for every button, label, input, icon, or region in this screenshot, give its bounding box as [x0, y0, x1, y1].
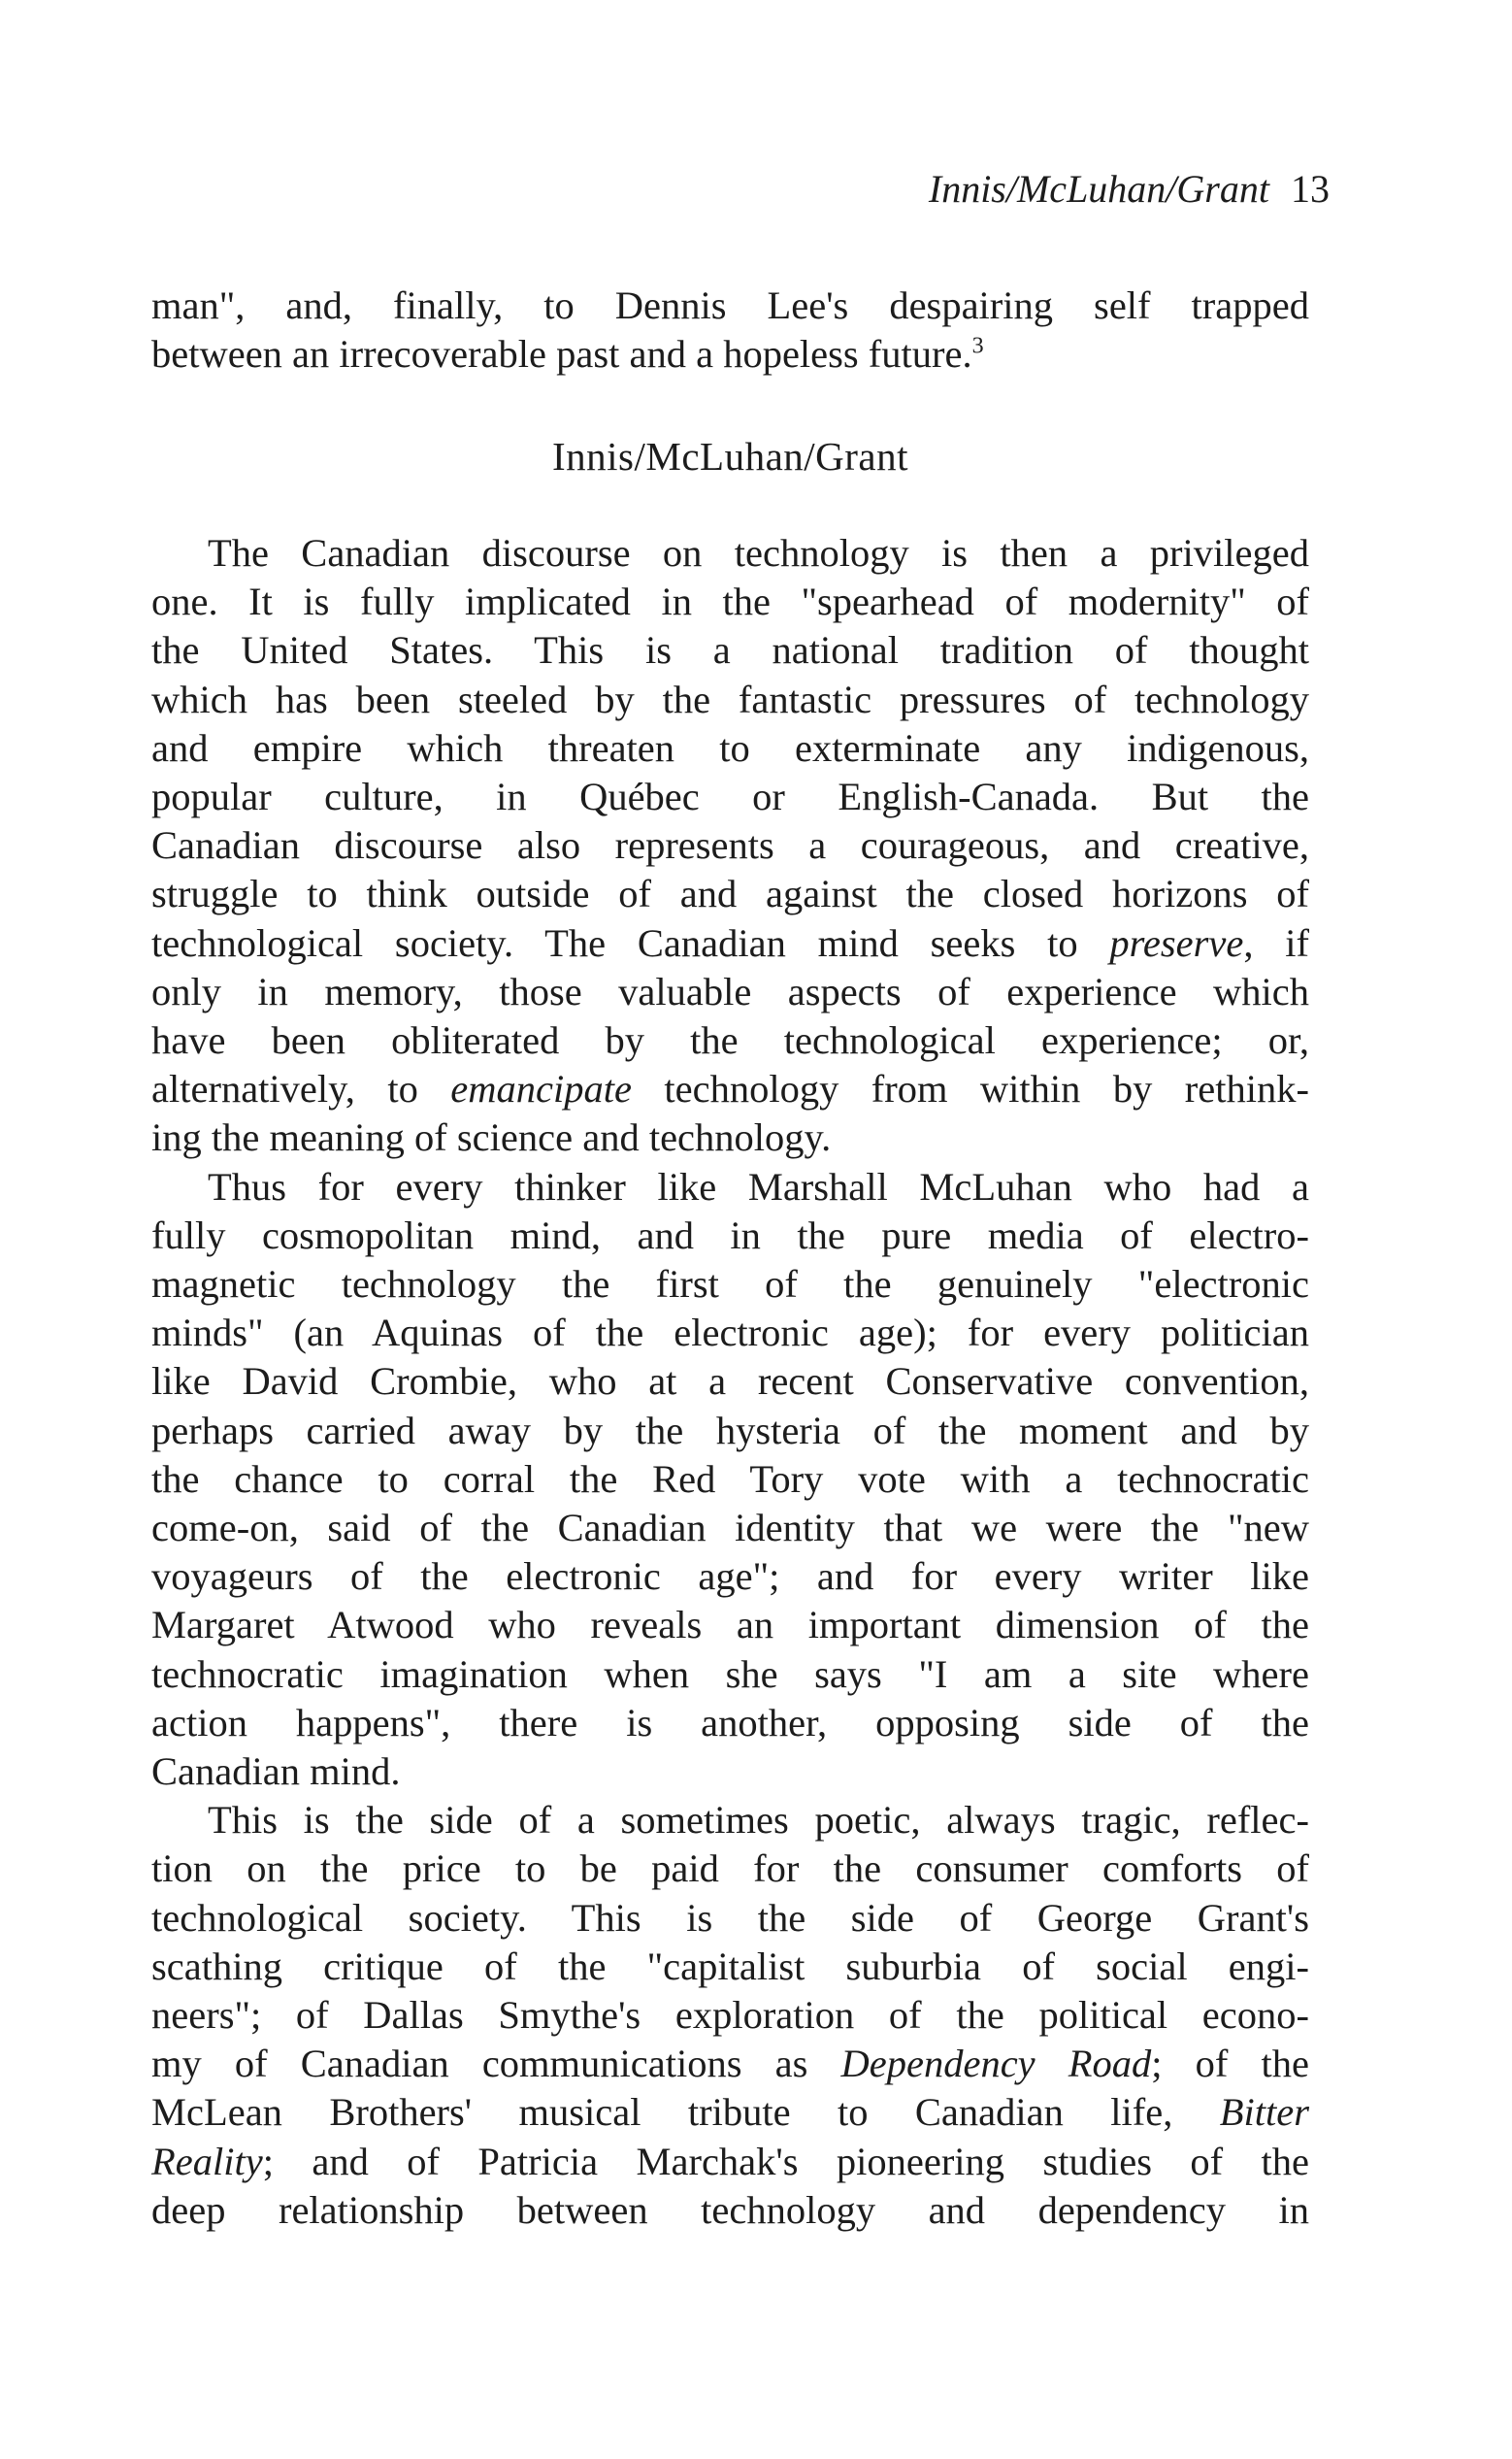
- paragraph-2: [151, 1163, 1309, 1797]
- text-line: Canadian discourse also represents a courageous, and creative,: [151, 823, 1309, 868]
- text-run: alternatively, to: [151, 1067, 451, 1112]
- footnote-marker: 3: [971, 333, 984, 359]
- text-line: Margaret Atwood who reveals an important dimension of the: [151, 1603, 1309, 1647]
- text-line: the United States. This is a national tradition of thought: [151, 628, 1309, 673]
- text-line: fully cosmopolitan mind, and in the pure media of electro-: [151, 1213, 1309, 1257]
- text-line: [151, 1065, 1309, 1113]
- paragraph-3: [151, 1796, 1309, 2235]
- text-line: action happens", there is another, opposing side of the: [151, 1700, 1309, 1745]
- page-number: 13: [1291, 167, 1330, 211]
- album-title: Reality: [151, 2139, 263, 2183]
- album-title: Bitter: [1219, 2090, 1309, 2135]
- text-line: one. It is fully implicated in the "spearhead of modernity" of: [151, 580, 1309, 624]
- text-line: minds" (an Aquinas of the electronic age); for every politician: [151, 1311, 1309, 1355]
- text-run: technological society. The Canadian mind seeks to: [151, 920, 1110, 965]
- text-run: ; of the: [1151, 2042, 1309, 2086]
- text-run: my of Canadian communications as: [151, 2042, 841, 2086]
- text-line: neers"; of Dallas Smythe's exploration of the political econo-: [151, 1993, 1309, 2037]
- text-line: which has been steeled by the fantastic pressures of technology: [151, 677, 1309, 721]
- text-run: ; and of Patricia Marchak's pioneering studies of the: [262, 2139, 1309, 2183]
- text-line: deep relationship between technology and dependency in: [151, 2187, 1309, 2232]
- text-line: ing the meaning of science and technology.: [151, 1115, 832, 1160]
- paragraph-1: [151, 529, 1309, 1163]
- text-line: Canadian mind.: [151, 1749, 401, 1794]
- section-heading: Innis/McLuhan/Grant: [551, 434, 909, 479]
- text-line: tion on the price to be paid for the consumer comforts of: [151, 1846, 1309, 1891]
- text-run: technology from within by rethink-: [631, 1067, 1309, 1112]
- text-line: perhaps carried away by the hysteria of the moment and by: [151, 1408, 1309, 1452]
- text-run: McLean Brothers' musical tribute to Canadian life,: [151, 2090, 1220, 2135]
- running-head: [928, 167, 1330, 211]
- text-line: come-on, said of the Canadian identity that we were the "new: [151, 1506, 1309, 1550]
- opening-paragraph: [151, 282, 1309, 379]
- text-line: [151, 2040, 1309, 2088]
- italic-term: emancipate: [450, 1067, 632, 1112]
- italic-term: preserve: [1109, 920, 1244, 965]
- text-line: voyageurs of the electronic age"; and for every writer like: [151, 1554, 1309, 1599]
- text-line: magnetic technology the first of the genuinely "electronic: [151, 1262, 1309, 1306]
- text-line: The Canadian discourse on technology is then a privileged: [208, 531, 1309, 575]
- text-line: have been obliterated by the technological experience; or,: [151, 1018, 1309, 1063]
- text-line: like David Crombie, who at a recent Conservative convention,: [151, 1359, 1309, 1404]
- text-line: [151, 919, 1309, 968]
- text-line: man", and, finally, to Dennis Lee's despairing self trapped: [151, 283, 1309, 327]
- text-line: popular culture, in Québec or English-Canada. But the: [151, 775, 1309, 819]
- text-run: , if: [1243, 920, 1309, 965]
- text-run: between an irrecoverable past and a hopeless future.: [151, 332, 972, 377]
- text-line: This is the side of a sometimes poetic, always tragic, reflec-: [208, 1798, 1309, 1843]
- text-line: Thus for every thinker like Marshall McLuhan who had a: [208, 1164, 1309, 1209]
- text-line: technological society. This is the side of George Grant's: [151, 1895, 1309, 1940]
- text-line: only in memory, those valuable aspects of experience which: [151, 969, 1309, 1014]
- text-line: the chance to corral the Red Tory vote with a technocratic: [151, 1456, 1309, 1501]
- text-line: technocratic imagination when she says "I am a site where: [151, 1651, 1309, 1696]
- book-title: Dependency Road: [840, 2042, 1152, 2086]
- text-line: [151, 330, 1309, 379]
- text-line: scathing critique of the "capitalist suburbia of social engi-: [151, 1944, 1309, 1988]
- text-line: and empire which threaten to exterminate any indigenous,: [151, 725, 1309, 770]
- text-line: [151, 2138, 1309, 2186]
- text-line: struggle to think outside of and against the closed horizons of: [151, 872, 1309, 916]
- running-title: Innis/McLuhan/Grant: [928, 167, 1269, 211]
- text-line: [151, 2088, 1309, 2137]
